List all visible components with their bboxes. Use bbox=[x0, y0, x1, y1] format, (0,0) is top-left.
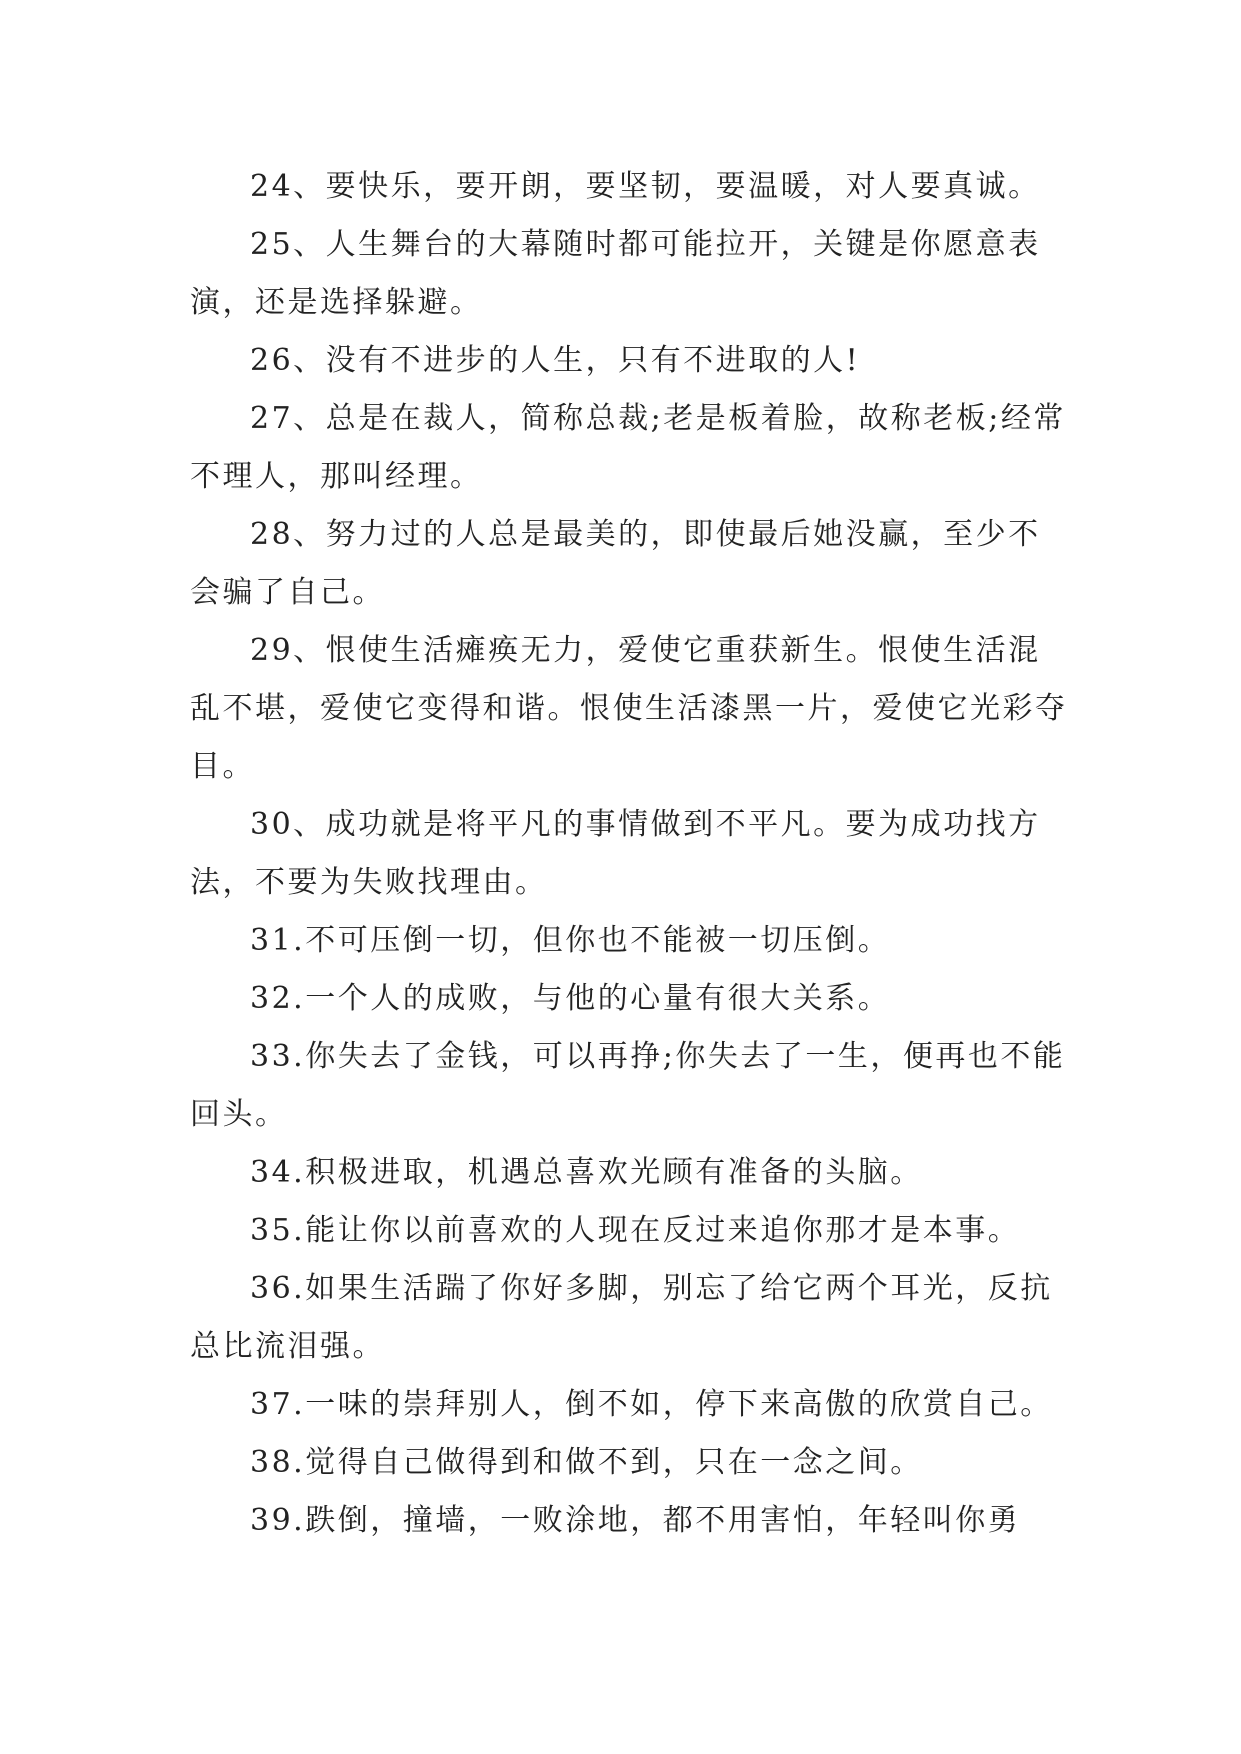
paragraph-36: 36.如果生活踹了你好多脚，别忘了给它两个耳光，反抗总比流泪强。 bbox=[190, 1271, 1053, 1364]
paragraph-32: 32.一个人的成败，与他的心量有很大关系。 bbox=[250, 981, 891, 1016]
document-body bbox=[190, 158, 1070, 1550]
paragraph-25: 25、人生舞台的大幕随时都可能拉开，关键是你愿意表演，还是选择躲避。 bbox=[190, 227, 1041, 320]
paragraph-37: 37.一味的崇拜别人，倒不如，停下来高傲的欣赏自己。 bbox=[250, 1387, 1053, 1422]
paragraph-35: 35.能让你以前喜欢的人现在反过来追你那才是本事。 bbox=[250, 1213, 1021, 1248]
paragraph-24: 24、要快乐，要开朗，要坚韧，要温暖，对人要真诚。 bbox=[250, 169, 1041, 204]
paragraph-38: 38.觉得自己做得到和做不到，只在一念之间。 bbox=[250, 1445, 923, 1480]
paragraph-27: 27、总是在裁人，简称总裁;老是板着脸，故称老板;经常不理人，那叫经理。 bbox=[190, 401, 1066, 494]
paragraph-33: 33.你失去了金钱，可以再挣;你失去了一生，便再也不能回头。 bbox=[190, 1039, 1066, 1132]
paragraph-28: 28、努力过的人总是最美的，即使最后她没赢，至少不会骗了自己。 bbox=[190, 517, 1041, 610]
paragraph-31: 31.不可压倒一切，但你也不能被一切压倒。 bbox=[250, 923, 891, 958]
paragraph-30: 30、成功就是将平凡的事情做到不平凡。要为成功找方法，不要为失败找理由。 bbox=[190, 807, 1041, 900]
paragraph-39: 39.跌倒，撞墙，一败涂地，都不用害怕，年轻叫你勇 bbox=[250, 1503, 1021, 1538]
paragraph-34: 34.积极进取，机遇总喜欢光顾有准备的头脑。 bbox=[250, 1155, 923, 1190]
paragraph-26: 26、没有不进步的人生，只有不进取的人! bbox=[250, 343, 861, 378]
paragraph-29: 29、恨使生活瘫痪无力，爱使它重获新生。恨使生活混乱不堪，爱使它变得和谐。恨使生活漆黑一片，爱使它光彩夺目。 bbox=[190, 633, 1068, 784]
